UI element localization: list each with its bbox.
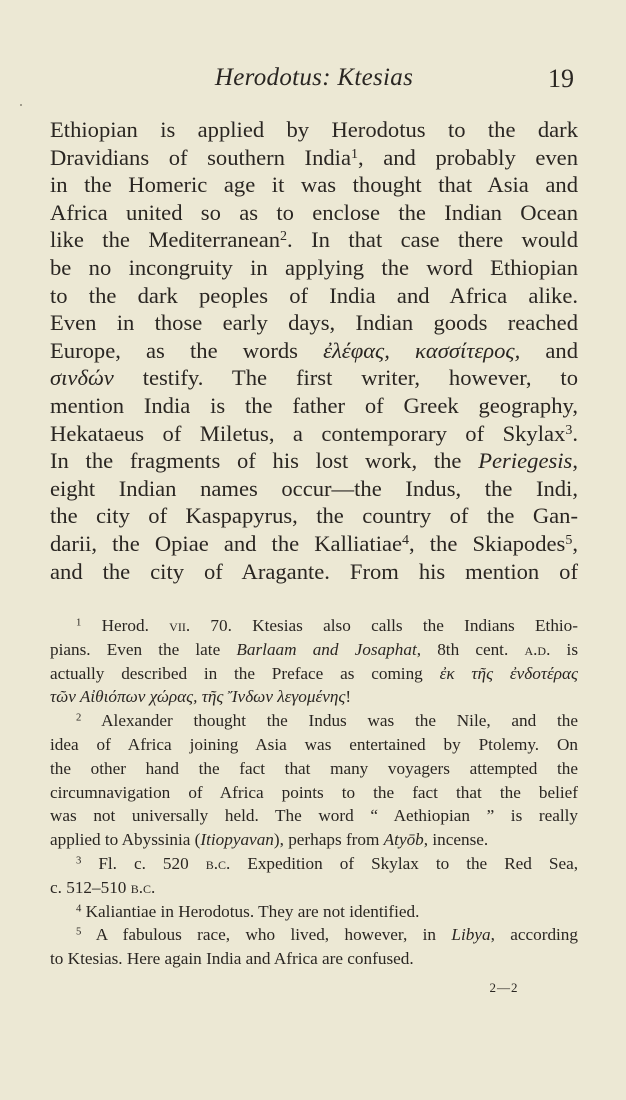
text-run: pians. Even the late	[50, 639, 237, 659]
footnote-marker: 1	[76, 617, 82, 629]
text-run: Hekataeus of Miletus, a contemporary of Skylax	[50, 420, 566, 446]
text-line	[50, 502, 578, 530]
footnote-line	[50, 923, 578, 947]
text-run: the other hand the fact that many voyagers attempted the	[50, 758, 578, 778]
text-run: , and probably even	[357, 144, 578, 170]
text-run: in the Homeric age it was thought that Asia and	[50, 172, 578, 198]
text-line	[50, 475, 578, 503]
text-run: Even in those early days, Indian goods reached	[50, 310, 578, 336]
text-run: applied to Abyssinia (	[50, 830, 201, 850]
greek-text: ἐλέφας, κασσίτερος,	[323, 337, 521, 363]
footnote-marker: 3	[76, 855, 82, 867]
text-run: Alexander thought the Indus was the Nile, and the	[81, 711, 578, 731]
text-run: !	[345, 687, 352, 707]
italic-text: Atyōb	[383, 830, 424, 850]
small-caps-text: b.c.	[130, 877, 156, 897]
footnote-line	[50, 900, 578, 924]
text-line	[50, 392, 578, 420]
text-line	[50, 254, 578, 282]
text-run: Ethiopian is applied by Herodotus to the dark	[50, 117, 578, 142]
footnote-line	[50, 876, 578, 900]
text-run: idea of Africa joining Asia was entertained by Ptolemy. On	[50, 734, 578, 754]
text-run: to Ktesias. Here again India and Africa are confused.	[50, 949, 414, 969]
footnote-line	[50, 947, 578, 971]
text-run: Dravidians of southern India	[50, 144, 351, 170]
text-run: and	[520, 337, 578, 363]
page-number: 19	[548, 64, 574, 93]
text-line	[50, 116, 578, 144]
text-line	[50, 447, 578, 475]
running-head-title: Herodotus: Ktesias	[214, 64, 414, 91]
text-run: . In that case there would	[287, 227, 578, 253]
text-line	[50, 558, 578, 586]
text-line	[50, 364, 578, 392]
text-run: eight Indian names occur—the Indus, the Indi,	[50, 475, 578, 501]
text-run: Herod.	[81, 616, 170, 635]
text-run: is	[550, 639, 579, 659]
text-run: the city of Kaspapyrus, the country of the Gan-	[50, 503, 578, 529]
text-line	[50, 226, 578, 254]
italic-text: Periegesis	[478, 448, 573, 474]
text-run: Europe, as the words	[50, 337, 324, 363]
text-run: and the city of Aragante. From his mention of	[50, 558, 578, 584]
text-run: ,	[572, 448, 578, 474]
text-run: Kaliantiae in Herodotus. They are not identified.	[81, 901, 420, 921]
text-run: be no incongruity in applying the word Ethiopian	[50, 254, 578, 280]
greek-text: ἐκ τῆς ἐνδοτέρας	[439, 663, 578, 683]
footnote-marker: 5	[76, 927, 82, 939]
text-run: In the fragments of his lost work, the	[50, 448, 479, 474]
text-run: ,	[572, 530, 578, 556]
text-run: circumnavigation of Africa points to the fact that the belief	[50, 782, 578, 802]
italic-text: Barlaam and Josaphat	[236, 639, 417, 659]
text-run: , incense.	[423, 830, 489, 850]
footnote-line	[50, 662, 578, 686]
signature-mark: 2—2	[489, 980, 519, 995]
text-run: . 70. Ktesias also calls the Indians Ethio-	[185, 616, 579, 635]
text-run: Fl. c. 520	[81, 853, 206, 873]
footnote-marker: 5	[565, 532, 573, 548]
text-run: mention India is the father of Greek geography,	[50, 392, 578, 418]
greek-text: τῶν Αἰθιόπων χώρας, τῆς Ἴνδων λεγομένης	[50, 687, 346, 707]
footnote-marker: 2	[280, 229, 288, 245]
text-run: Africa united so as to enclose the Indian Ocean	[50, 199, 578, 225]
text-line	[50, 420, 578, 448]
text-run: .	[572, 420, 578, 446]
italic-text: Itiopyavan	[200, 830, 274, 850]
footnote-line	[50, 781, 578, 805]
running-head	[50, 64, 578, 98]
small-caps-text: b.c.	[205, 853, 231, 873]
text-line	[50, 282, 578, 310]
text-line	[50, 337, 578, 365]
footnote-marker: 4	[402, 532, 410, 548]
footnote-marker: 4	[76, 903, 82, 915]
text-run: , 8th cent.	[416, 639, 525, 659]
footnote-marker: 2	[76, 712, 82, 724]
text-run: A fabulous race, who lived, however, in	[81, 925, 452, 945]
footnote-line	[50, 685, 578, 709]
margin-speck	[20, 104, 22, 106]
text-run: Expedition of Skylax to the Red Sea,	[230, 853, 579, 873]
footnote-marker: 1	[350, 146, 358, 162]
text-run: darii, the Opiae and the Kalliatiae	[50, 530, 403, 556]
text-run: c. 512–510	[50, 877, 131, 897]
footnote-line	[50, 804, 578, 828]
text-run: was not universally held. The word “ Aethiopian ” is really	[50, 806, 578, 826]
greek-text: σινδών	[50, 365, 114, 391]
text-line	[50, 309, 578, 337]
small-caps-text: a.d.	[524, 639, 551, 659]
footnotes	[50, 614, 578, 971]
footnote-line	[50, 709, 578, 733]
footnote-line	[50, 733, 578, 757]
text-line	[50, 530, 578, 558]
text-run: testify. The first writer, however, to	[113, 365, 578, 391]
footnote-line	[50, 614, 578, 638]
main-text	[50, 116, 578, 585]
text-run: to the dark peoples of India and Africa alike.	[50, 282, 578, 308]
footnote-line	[50, 757, 578, 781]
text-run: ), perhaps from	[273, 830, 384, 850]
text-run: , the Skiapodes	[409, 530, 566, 556]
footnote-marker: 3	[565, 422, 573, 438]
text-run: like the Mediterranean	[50, 227, 281, 253]
text-run: actually described in the Preface as coming	[50, 663, 440, 683]
text-line	[50, 144, 578, 172]
text-line	[50, 171, 578, 199]
text-line	[50, 199, 578, 227]
footnote-line	[50, 638, 578, 662]
italic-text: Libya	[451, 925, 491, 945]
footnote-line	[50, 828, 578, 852]
small-caps-text: vii	[169, 616, 186, 635]
text-run: , according	[490, 925, 578, 945]
footnote-line	[50, 852, 578, 876]
